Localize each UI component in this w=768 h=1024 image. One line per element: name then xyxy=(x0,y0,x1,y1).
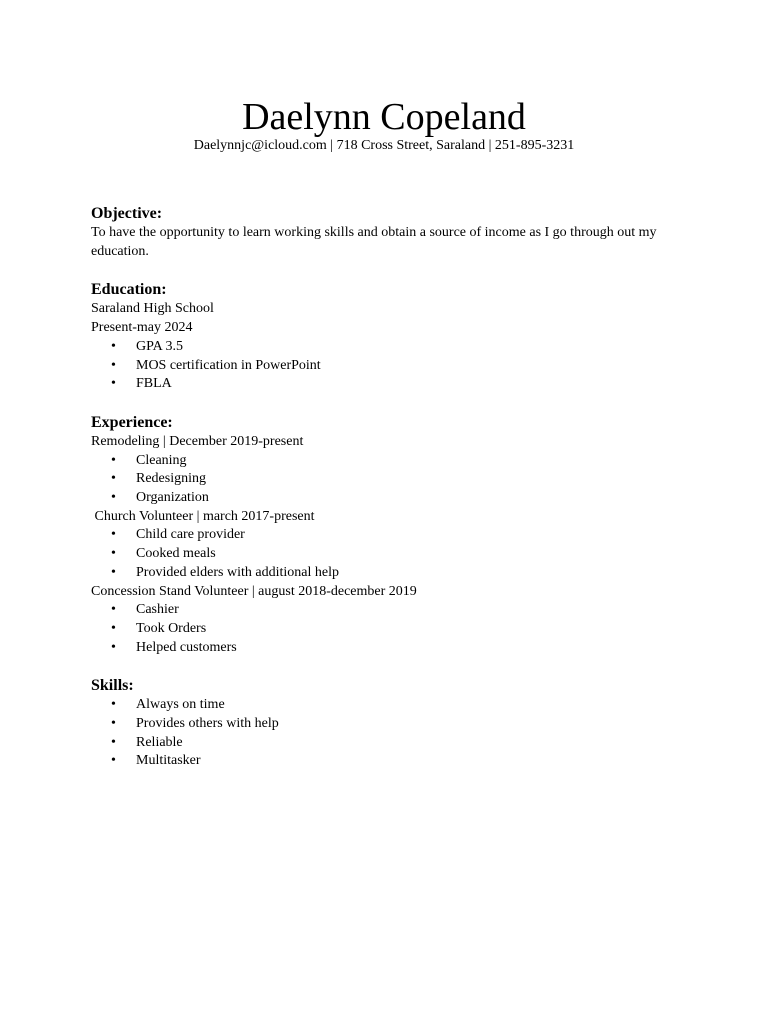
list-item: • Cashier xyxy=(91,601,691,620)
resume-name: Daelynn Copeland xyxy=(242,96,526,138)
list-item: • Child care provider xyxy=(91,526,691,545)
list-item: • Provides others with help xyxy=(91,715,691,734)
job-duties-list xyxy=(91,526,691,582)
section-gap xyxy=(91,394,691,413)
list-item: • FBLA xyxy=(91,375,691,394)
list-item: • Redesigning xyxy=(91,470,691,489)
list-item: • Organization xyxy=(91,489,691,508)
experience-heading: Experience: xyxy=(91,413,173,431)
list-item: • Helped customers xyxy=(91,639,691,658)
education-list xyxy=(91,338,691,394)
education-school: Saraland High School xyxy=(91,301,214,317)
list-item: • GPA 3.5 xyxy=(91,338,691,357)
job-title: Remodeling | December 2019-present xyxy=(91,433,304,449)
skills-list xyxy=(91,696,691,771)
list-item: • Provided elders with additional help xyxy=(91,564,691,583)
education-dates: Present-may 2024 xyxy=(91,320,193,336)
list-item: • Cleaning xyxy=(91,452,691,471)
job-duties-list xyxy=(91,452,691,508)
job-title: Church Volunteer | march 2017-present xyxy=(91,508,315,524)
list-item: • Multitasker xyxy=(91,752,691,771)
list-item: • Cooked meals xyxy=(91,545,691,564)
section-gap xyxy=(91,657,691,676)
job-duties-list xyxy=(91,601,691,657)
section-gap xyxy=(91,261,691,280)
education-heading: Education: xyxy=(91,281,167,299)
list-item: • Reliable xyxy=(91,734,691,753)
contact-line: Daelynnjc@icloud.com | 718 Cross Street, Saraland | 251-895-3231 xyxy=(193,138,575,153)
list-item: • MOS certification in PowerPoint xyxy=(91,357,691,376)
list-item: • Always on time xyxy=(91,696,691,715)
objective-heading: Objective: xyxy=(91,205,163,222)
resume-body xyxy=(91,204,691,771)
list-item: • Took Orders xyxy=(91,620,691,639)
skills-heading: Skills: xyxy=(91,677,134,695)
objective-text: To have the opportunity to learn working skills and obtain a source of income as I go through out my education. xyxy=(91,225,657,259)
job-title: Concession Stand Volunteer | august 2018-december 2019 xyxy=(91,583,417,599)
